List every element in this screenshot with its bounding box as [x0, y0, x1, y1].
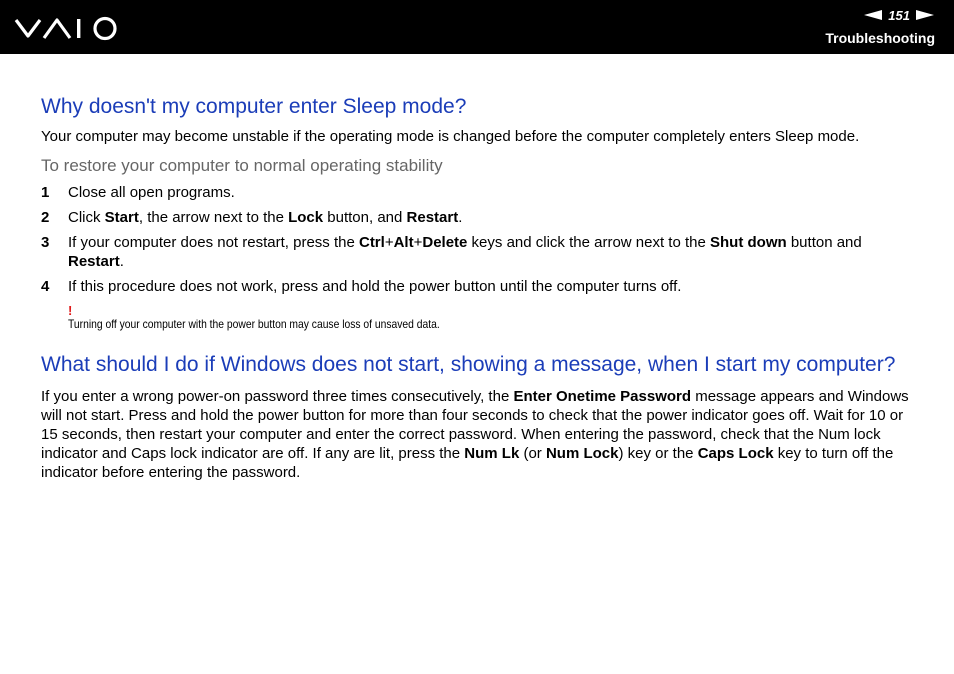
step-text-segment: .: [458, 209, 463, 226]
section2-body-segment: ) key or the: [618, 445, 698, 462]
step-number: 2: [41, 209, 50, 226]
section2-body-segment: (or: [519, 445, 546, 462]
page-header: [0, 0, 954, 56]
section2-body-segment: key to turn off the indicator before entering the password.: [41, 445, 894, 481]
section1-intro: Your computer may become unstable if the operating mode is changed before the computer completely enters Sleep mode.: [41, 128, 860, 145]
step-text: [68, 208, 921, 227]
step-text-segment: Shut down: [710, 234, 787, 251]
section1-subtitle: To restore your computer to normal operating stability: [41, 156, 443, 175]
step-text: [68, 183, 921, 202]
step-text-segment: button and: [786, 234, 862, 251]
page-number: 151: [888, 7, 910, 23]
step-text-segment: +: [413, 234, 423, 251]
note-text: Turning off your computer with the power button may cause loss of unsaved data.: [68, 317, 440, 331]
section2-body-segment: Caps Lock: [697, 445, 774, 462]
step-text-segment: , the arrow next to the: [138, 209, 289, 226]
section2-body-segment: message appears and Windows will not start. Press and hold the power button for more than four seconds to check that the power indicator goes off. Wait for 10 or 15 seconds, then restart your computer and enter the correct password. When entering the password, check that the Num lock indicator and Caps lock indicator are off. If any are lit, press the: [41, 388, 909, 462]
section2-title: What should I do if Windows does not start, showing a message, when I start my computer?: [41, 353, 896, 376]
steps-list: [41, 183, 921, 296]
step-text: [68, 277, 921, 296]
step-text-segment: Ctrl: [358, 234, 385, 251]
next-page-arrow-icon[interactable]: [916, 10, 934, 20]
step-text-segment: .: [119, 253, 124, 270]
step-text-segment: If this procedure does not work, press and hold the power button until the computer turns off.: [68, 278, 682, 295]
step-number: 3: [41, 234, 50, 251]
step-text-segment: Restart: [68, 253, 120, 270]
step-number: 1: [41, 184, 50, 201]
section2-body-segment: Num Lock: [545, 445, 619, 462]
page-navigation: [864, 7, 934, 23]
step-text-segment: Close all open programs.: [68, 184, 235, 201]
page-content: [41, 94, 921, 482]
section2-body-segment: Enter Onetime Password: [513, 388, 692, 405]
note: [68, 304, 921, 332]
step-text-segment: Lock: [288, 209, 324, 226]
previous-page-arrow-icon[interactable]: [864, 10, 882, 20]
section-label: Troubleshooting: [825, 30, 935, 46]
step-text-segment: +: [384, 234, 394, 251]
vaio-logo: [14, 14, 122, 42]
section2-body-segment: If you enter a wrong power-on password three times consecutively, the: [41, 388, 514, 405]
warning-mark-icon: !: [68, 303, 73, 318]
step-text-segment: Start: [104, 209, 139, 226]
section2-body: [41, 387, 921, 482]
step-number: 4: [41, 278, 50, 295]
section2-body-segment: Num Lk: [464, 445, 520, 462]
step-text-segment: Delete: [422, 234, 468, 251]
step-text-segment: Alt: [393, 234, 414, 251]
step-item: [41, 233, 921, 271]
step-item: [41, 183, 921, 202]
step-text-segment: Click: [68, 209, 105, 226]
step-text: [68, 233, 921, 271]
step-text-segment: Restart: [406, 209, 459, 226]
step-item: [41, 208, 921, 227]
step-text-segment: button, and: [323, 209, 407, 226]
step-text-segment: keys and click the arrow next to the: [467, 234, 711, 251]
step-item: [41, 277, 921, 296]
section1-title: Why doesn't my computer enter Sleep mode?: [41, 95, 467, 118]
step-text-segment: If your computer does not restart, press the: [68, 234, 359, 251]
